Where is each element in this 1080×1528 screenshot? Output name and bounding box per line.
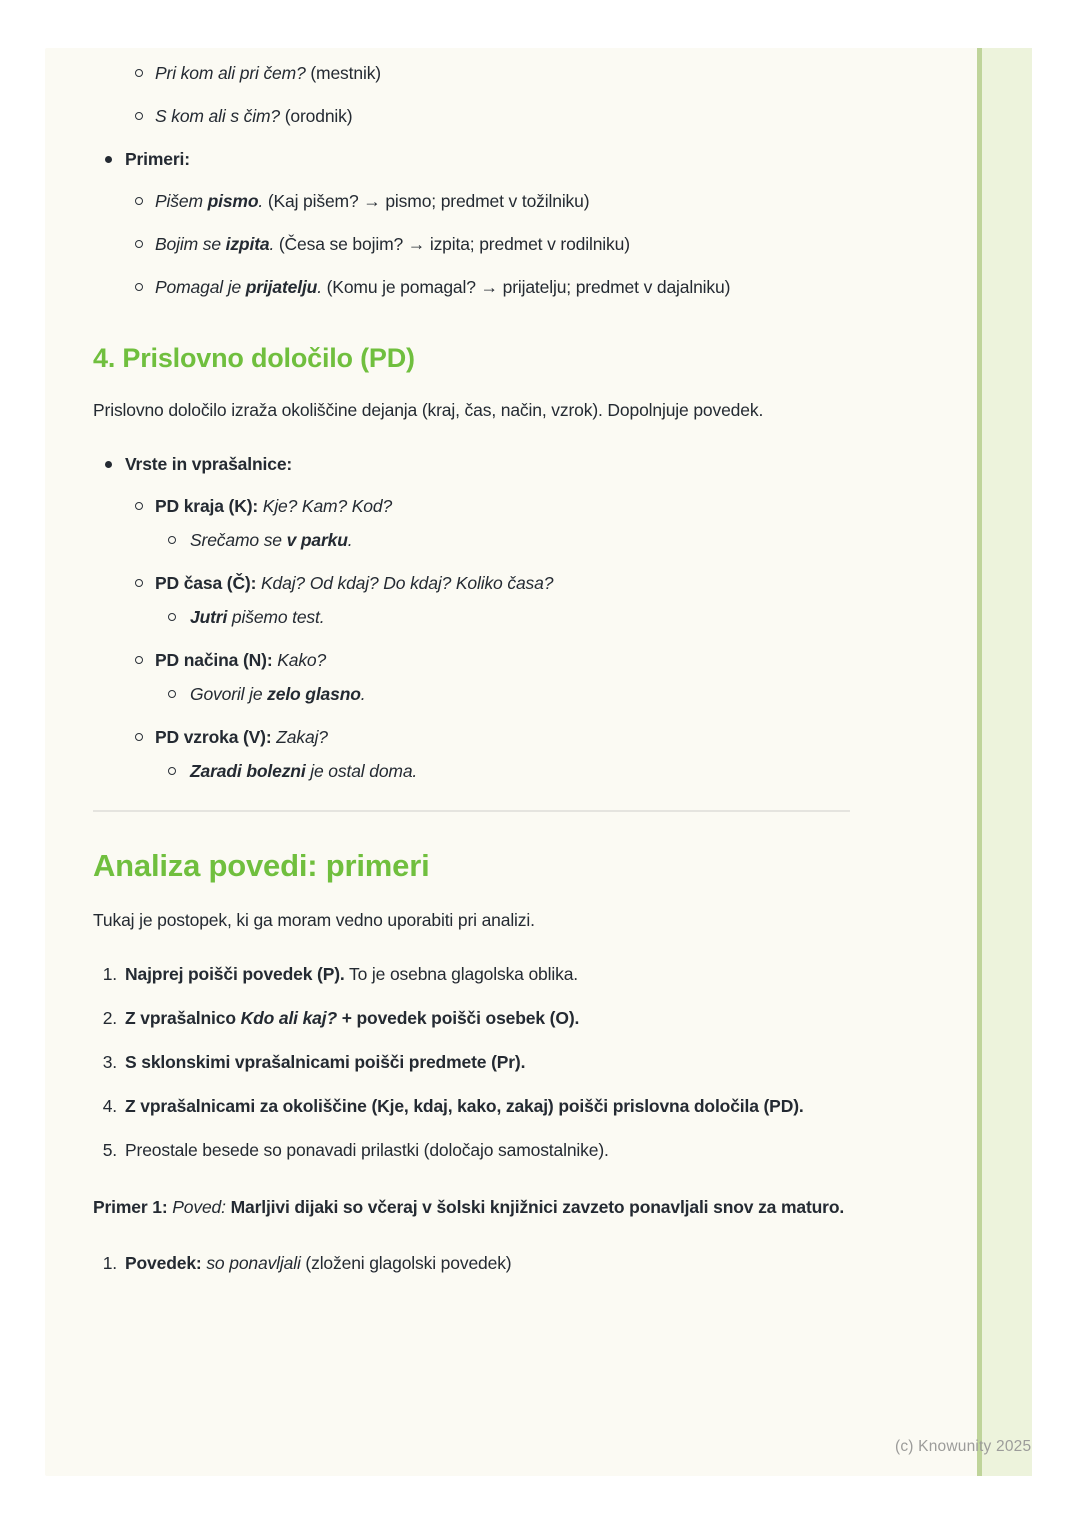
list-item	[125, 643, 850, 711]
list-item	[93, 1001, 850, 1035]
step-text: Najprej poišči povedek (P). To je osebna glagolska oblika.	[125, 964, 579, 984]
example-text: Zaradi bolezni je ostal doma.	[190, 761, 418, 781]
step-text: Z vprašalnico Kdo ali kaj? + povedek poišči osebek (O).	[125, 1008, 580, 1028]
list-item	[155, 754, 850, 788]
paragraph-analysis-intro: Tukaj je postopek, ki ga moram vedno uporabiti pri analizi.	[93, 910, 535, 930]
list-item-text: PD načina (N): Kako?	[155, 650, 327, 670]
list-item	[155, 523, 850, 557]
example-text: Srečamo se v parku.	[190, 530, 353, 550]
step-text: Preostale besede so ponavadi prilastki (določajo samostalnike).	[125, 1140, 609, 1160]
example-text: Jutri pišemo test.	[190, 607, 325, 627]
list-item-text: PD časa (Č): Kdaj? Od kdaj? Do kdaj? Koliko časa?	[155, 573, 554, 593]
primeri-list	[93, 142, 850, 304]
analysis-steps-list	[93, 957, 850, 1167]
paragraph-primer-1: Primer 1: Poved: Marljivi dijaki so včeraj v šolski knjižnici zavzeto ponavljali snov za maturo.	[93, 1197, 845, 1217]
list-item	[93, 1045, 850, 1079]
list-item	[125, 489, 850, 557]
list-item	[125, 227, 805, 261]
list-item	[93, 1089, 850, 1123]
list-item	[93, 56, 850, 90]
document-page	[45, 48, 1032, 1476]
copyright-watermark: (c) Knowunity 2025	[895, 1438, 1032, 1455]
list-item-text: Pišem pismo. (Kaj pišem? → pismo; predmet v tožilniku)	[155, 191, 590, 211]
section-heading-analiza-povedi: Analiza povedi: primeri	[93, 848, 430, 883]
section-divider	[93, 810, 850, 812]
list-item	[125, 566, 850, 634]
list-item-text: Bojim se izpita. (Česa se bojim? → izpita; predmet v rodilniku)	[155, 234, 630, 254]
list-item-text: Pri kom ali pri čem? (mestnik)	[155, 63, 381, 83]
primer-analysis-list	[93, 1246, 850, 1280]
list-item	[93, 447, 850, 788]
vrste-list	[93, 447, 850, 788]
primeri-sublist	[125, 184, 850, 304]
step-text: Z vprašalnicami za okoliščine (Kje, kdaj, kako, zakaj) poišči prislovna določila (PD).	[125, 1096, 804, 1116]
list-item	[93, 1246, 850, 1280]
section-heading-prislovno-dolocilo: 4. Prislovno določilo (PD)	[93, 343, 415, 373]
list-item	[93, 1133, 850, 1167]
list-item	[155, 677, 850, 711]
analysis-text: Povedek: so ponavljali (zloženi glagolski povedek)	[125, 1253, 512, 1273]
list-item	[93, 957, 850, 991]
list-item	[155, 600, 850, 634]
list-item	[93, 142, 850, 304]
page-edge-decoration	[977, 48, 1032, 1476]
list-item	[125, 184, 805, 218]
vrste-sublist	[125, 489, 850, 788]
list-item-text: PD kraja (K): Kje? Kam? Kod?	[155, 496, 393, 516]
example-text: Govoril je zelo glasno.	[190, 684, 366, 704]
case-questions-list	[93, 56, 850, 133]
list-item-text: Pomagal je prijatelju. (Komu je pomagal? → prijatelju; predmet v dajalniku)	[155, 277, 731, 297]
list-item-text: S kom ali s čim? (orodnik)	[155, 106, 353, 126]
list-item-label: Vrste in vprašalnice:	[125, 454, 293, 474]
list-item	[125, 270, 805, 304]
list-item-label: Primeri:	[125, 149, 190, 169]
list-item-text: PD vzroka (V): Zakaj?	[155, 727, 328, 747]
paragraph-intro-pd: Prislovno določilo izraža okoliščine dejanja (kraj, čas, način, vzrok). Dopolnjuje povedek.	[93, 400, 764, 420]
page-content	[93, 56, 850, 1290]
step-text: S sklonskimi vprašalnicami poišči predmete (Pr).	[125, 1052, 526, 1072]
list-item	[125, 720, 850, 788]
list-item	[93, 99, 850, 133]
